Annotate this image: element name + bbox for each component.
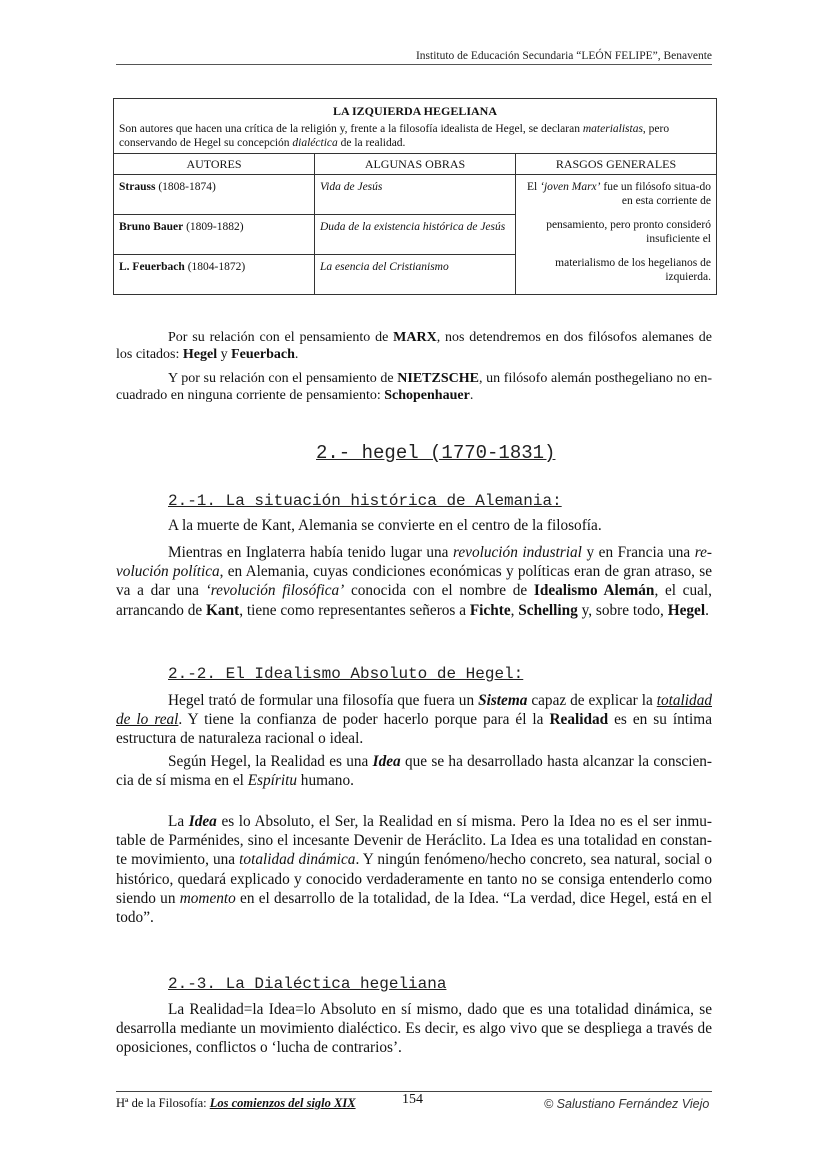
paragraph-marx: [116, 329, 712, 364]
author-cell: [114, 255, 315, 295]
emphasis: Idealismo Alemán: [533, 582, 655, 600]
page-number: 154: [402, 1092, 423, 1107]
table-row: [114, 175, 717, 215]
text: ,: [510, 601, 519, 619]
emphasis: Espíritu: [247, 772, 297, 790]
author-cell: [114, 175, 315, 215]
table-title: LA IZQUIERDA HEGELIANA: [114, 99, 717, 121]
paragraph: [116, 752, 712, 790]
paragraph-nietzsche: [116, 370, 712, 405]
text: y, sobre todo,: [577, 601, 668, 619]
paragraph: [116, 812, 712, 927]
text: Por su relación con el pensamiento de: [168, 330, 394, 345]
emphasis: Schelling: [518, 601, 578, 619]
text: .: [705, 601, 709, 619]
text: es lo Absoluto, el Ser, la Realidad en sí misma. Pero la Idea no es el ser inmu-table de Parménides, sino el incesante Devenir de Heráclito. La Idea es una totalidad en constan-te movimiento, una: [116, 813, 712, 869]
emphasis: momento: [179, 889, 236, 907]
text: es en su íntima estructura de naturaleza racional o ideal.: [116, 711, 712, 748]
text: . Y tiene la confianza de poder hacerlo porque para él la: [178, 711, 550, 729]
text: Mientras en Inglaterra había tenido lugar una: [168, 544, 453, 561]
subject-label: Hª de la Filosofía:: [116, 1096, 210, 1110]
subsection-title: 2.-1. La situación histórica de Alemania:: [168, 492, 562, 510]
text: , el cual, arrancando de: [116, 582, 712, 619]
text: Son autores que hacen una crítica de la religión y, frente a la filosofía idealista de Hegel, se declaran: [119, 123, 583, 135]
text: fue un filósofo situa-do en esta corriente de: [600, 181, 711, 207]
emphasis: Kant: [206, 601, 240, 619]
emphasis: NIETZSCHE: [397, 371, 479, 386]
emphasis: Idea: [188, 813, 217, 830]
column-header-row: [114, 154, 717, 175]
text: La: [168, 813, 189, 830]
text: de la realidad.: [337, 137, 406, 149]
rasgos-line: pensamiento, pero pronto consideró insuficiente el: [546, 219, 711, 245]
table-intro: [114, 120, 717, 154]
work-cell: La esencia del Cristianismo: [315, 255, 516, 295]
paragraph: [116, 543, 712, 620]
rasgos-cell: [516, 175, 717, 295]
text: El: [527, 181, 541, 193]
emphasis: ‘revolución filosófica’: [205, 582, 345, 600]
text: y: [217, 347, 232, 363]
emphasis: Schopenhauer: [384, 388, 470, 404]
text: en el desarrollo de la totalidad, de la Idea. “La verdad, dice Hegel, está en el todo”.: [116, 889, 712, 927]
text: , en Alemania, cuyas condiciones económicas y políticas eran de gran atraso, se va a dar una: [116, 563, 713, 600]
subsection-title: 2.-2. El Idealismo Absoluto de Hegel:: [168, 665, 524, 683]
work-cell: Duda de la existencia histórica de Jesús: [315, 215, 516, 255]
text: y en Francia una: [581, 544, 695, 561]
text: que se ha desarrollado hasta alcanzar la conscien-cia de sí misma en el: [116, 753, 712, 790]
text: Hegel trató de formular una filosofía que fuera un: [168, 692, 479, 709]
course-title: Los comienzos del siglo XIX: [209, 1096, 356, 1110]
text: Según Hegel, la Realidad es una: [168, 753, 373, 770]
footer-subject: [116, 1096, 356, 1111]
text: , pero conservando de Hegel su concepción: [119, 123, 670, 149]
emphasis: Hegel: [182, 347, 218, 363]
emphasis: ‘joven Marx’: [540, 181, 601, 193]
text: , un filósofo alemán posthegeliano no en-cuadrado en ninguna corriente de pensamiento:: [116, 371, 712, 404]
text: conocida con el nombre de: [344, 582, 534, 600]
emphasis: Hegel: [667, 601, 706, 619]
paragraph: A la muerte de Kant, Alemania se convierte en el centro de la filosofía.: [168, 517, 602, 534]
text: . Y ningún fenómeno/hecho concreto, sea natural, social o histórico, quedará explicado y conocido verdaderamente en tanto no se consiga entenderlo como siendo un: [116, 851, 713, 907]
author-name: Bruno Bauer: [119, 221, 184, 233]
author-cell: [114, 215, 315, 255]
text: Y por su relación con el pensamiento de: [168, 371, 398, 386]
emphasis: revolución industrial: [453, 544, 582, 561]
section-title: 2.- hegel (1770-1831): [316, 442, 556, 464]
emphasis: totalidad dinámica: [239, 851, 356, 869]
text: humano.: [296, 772, 354, 790]
paragraph: [116, 691, 712, 749]
emphasis: Fichte: [469, 601, 511, 619]
text: .: [469, 388, 474, 404]
paragraph: La Realidad=la Idea=lo Absoluto en sí mismo, dado que es una totalidad dinámica, se desarrolla mediante un movimiento dialéctico. Es decir, es algo vivo que se despliega a través de oposiciones, conflictos o ‘lucha de contrarios’.: [116, 1001, 712, 1057]
rasgos-line: [521, 180, 711, 208]
work-cell: Vida de Jesús: [315, 175, 516, 215]
author-name: L. Feuerbach: [119, 261, 185, 273]
emphasis: Feuerbach: [231, 347, 295, 363]
column-header-obras: ALGUNAS OBRAS: [315, 154, 516, 175]
text: .: [294, 347, 299, 363]
author-name: Strauss: [119, 181, 156, 193]
running-header: Instituto de Educación Secundaria “LEÓN FELIPE”, Benavente: [415, 50, 712, 62]
column-header-rasgos: RASGOS GENERALES: [516, 154, 717, 175]
text: capaz de explicar la: [527, 692, 657, 709]
footer-author: © Salustiano Fernández Viejo: [544, 1097, 710, 1111]
emphasis: materialistas: [582, 123, 643, 135]
subsection-title: 2.-3. La Dialéctica hegeliana: [168, 975, 447, 993]
rasgos-line: materialismo de los hegelianos de izquierda.: [555, 257, 711, 283]
emphasis: Sistema: [478, 692, 528, 709]
author-dates: (1804-1872): [184, 261, 246, 273]
emphasis: MARX: [393, 330, 437, 345]
author-dates: (1809-1882): [183, 221, 244, 233]
text: , tiene como representantes señeros a: [239, 601, 470, 619]
emphasis: dialéctica: [292, 137, 338, 149]
emphasis: re-volución política: [116, 544, 712, 581]
author-dates: (1808-1874): [155, 181, 216, 193]
text: , nos detendremos en dos filósofos alemanes de los citados:: [116, 330, 712, 363]
emphasis: Realidad: [549, 711, 609, 729]
column-header-autores: AUTORES: [114, 154, 315, 175]
emphasis: totalidad de lo real: [116, 692, 712, 729]
header-rule: [116, 64, 712, 65]
izquierda-hegeliana-table: [113, 98, 717, 295]
emphasis: Idea: [372, 753, 401, 770]
